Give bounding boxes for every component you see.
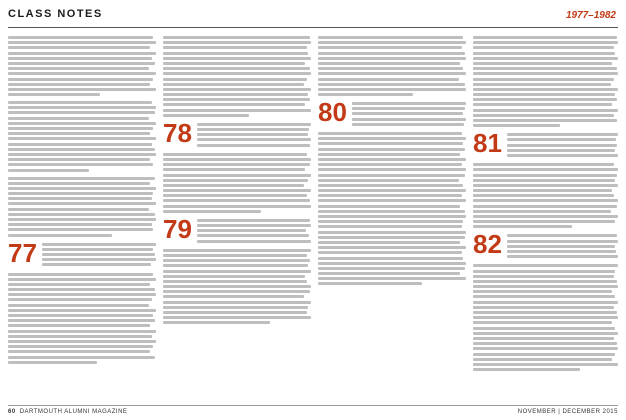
text-line-placeholder <box>318 62 460 65</box>
text-line-placeholder <box>318 72 466 75</box>
text-line-placeholder <box>318 184 463 187</box>
text-line-placeholder <box>163 103 305 106</box>
text-line-placeholder <box>8 57 152 60</box>
text-line-placeholder <box>473 184 618 187</box>
text-line-placeholder <box>318 246 466 249</box>
paragraph <box>352 101 466 128</box>
text-line-placeholder <box>352 107 465 110</box>
text-line-placeholder <box>473 109 618 112</box>
paragraph <box>197 122 311 149</box>
text-line-placeholder <box>473 124 560 127</box>
text-line-placeholder <box>197 144 310 147</box>
text-line-placeholder <box>473 353 615 356</box>
text-line-placeholder <box>163 280 307 283</box>
text-line-placeholder <box>8 335 152 338</box>
paragraph <box>8 273 156 364</box>
text-line-placeholder <box>163 189 311 192</box>
paragraph <box>473 163 618 228</box>
text-line-placeholder <box>473 311 617 314</box>
text-line-placeholder <box>473 83 611 86</box>
paragraph <box>197 218 311 245</box>
text-line-placeholder <box>473 270 615 273</box>
text-line-placeholder <box>8 283 150 286</box>
text-line-placeholder <box>352 102 466 105</box>
text-line-placeholder <box>473 321 612 324</box>
footer-publication <box>8 409 127 415</box>
text-line-placeholder <box>163 57 311 60</box>
text-line-placeholder <box>318 272 460 275</box>
text-line-placeholder <box>473 41 618 44</box>
text-line-placeholder <box>8 153 156 156</box>
text-line-placeholder <box>163 174 311 177</box>
text-line-placeholder <box>473 316 618 319</box>
class-numeral: 81 <box>473 128 502 159</box>
text-line-placeholder <box>318 231 466 234</box>
text-line-placeholder <box>163 306 308 309</box>
paragraph <box>473 36 618 127</box>
class-numeral: 79 <box>163 213 192 244</box>
text-line-placeholder <box>163 205 311 208</box>
text-line-placeholder <box>8 314 153 317</box>
text-line-placeholder <box>473 179 615 182</box>
text-line-placeholder <box>8 324 150 327</box>
text-line-placeholder <box>318 168 466 171</box>
text-line-placeholder <box>8 218 156 221</box>
text-line-placeholder <box>318 282 422 285</box>
text-line-placeholder <box>473 205 617 208</box>
text-line-placeholder <box>473 215 618 218</box>
text-line-placeholder <box>163 290 310 293</box>
text-line-placeholder <box>473 220 615 223</box>
text-line-placeholder <box>318 179 459 182</box>
text-line-placeholder <box>473 93 615 96</box>
text-line-placeholder <box>318 137 466 140</box>
text-line-placeholder <box>473 358 612 361</box>
text-line-placeholder <box>473 189 612 192</box>
text-line-placeholder <box>507 240 618 243</box>
text-line-placeholder <box>318 67 463 70</box>
text-line-placeholder <box>163 270 311 273</box>
page-number: 60 <box>8 409 16 415</box>
text-line-placeholder <box>318 88 466 91</box>
text-line-placeholder <box>507 133 618 136</box>
text-line-placeholder <box>473 363 618 366</box>
text-line-placeholder <box>473 342 617 345</box>
text-line-placeholder <box>197 123 311 126</box>
text-line-placeholder <box>163 109 311 112</box>
text-line-placeholder <box>8 278 156 281</box>
text-line-placeholder <box>352 112 463 115</box>
text-column-2 <box>163 36 311 400</box>
text-line-placeholder <box>197 240 311 243</box>
text-line-placeholder <box>8 122 156 125</box>
text-line-placeholder <box>473 347 618 350</box>
text-line-placeholder <box>163 153 307 156</box>
text-line-placeholder <box>8 361 97 364</box>
text-line-placeholder <box>163 88 311 91</box>
text-line-placeholder <box>318 36 463 39</box>
text-line-placeholder <box>163 199 310 202</box>
text-line-placeholder <box>163 264 308 267</box>
text-line-placeholder <box>473 225 572 228</box>
text-line-placeholder <box>163 52 308 55</box>
text-line-placeholder <box>473 78 614 81</box>
text-line-placeholder <box>163 62 305 65</box>
text-line-placeholder <box>163 83 304 86</box>
text-line-placeholder <box>473 264 618 267</box>
text-line-placeholder <box>8 304 149 307</box>
class-section <box>8 237 156 269</box>
issue-date: NOVEMBER | DECEMBER 2015 <box>517 409 618 415</box>
text-line-placeholder <box>473 199 618 202</box>
text-line-placeholder <box>163 316 311 319</box>
text-line-placeholder <box>473 67 617 70</box>
page-footer <box>8 405 618 418</box>
page-header <box>0 0 626 30</box>
text-line-placeholder <box>318 225 462 228</box>
text-line-placeholder <box>473 52 615 55</box>
text-line-placeholder <box>8 298 152 301</box>
text-line-placeholder <box>163 285 311 288</box>
text-line-placeholder <box>318 251 462 254</box>
text-line-placeholder <box>507 149 615 152</box>
text-column-3 <box>318 36 466 400</box>
text-line-placeholder <box>473 275 614 278</box>
text-column-1 <box>8 36 156 400</box>
text-line-placeholder <box>8 182 150 185</box>
class-section <box>473 229 618 260</box>
paragraph <box>507 132 618 159</box>
paragraph <box>163 36 311 117</box>
text-line-placeholder <box>8 340 156 343</box>
text-line-placeholder <box>507 138 616 141</box>
text-line-placeholder <box>473 337 614 340</box>
paragraph <box>8 36 156 96</box>
text-line-placeholder <box>507 144 617 147</box>
text-column-4 <box>473 36 618 400</box>
text-line-placeholder <box>8 208 149 211</box>
text-line-placeholder <box>318 267 465 270</box>
text-line-placeholder <box>163 210 261 213</box>
text-line-placeholder <box>8 223 152 226</box>
text-line-placeholder <box>8 293 156 296</box>
text-line-placeholder <box>163 78 307 81</box>
text-line-placeholder <box>318 189 466 192</box>
text-line-placeholder <box>8 93 100 96</box>
text-line-placeholder <box>318 220 463 223</box>
header-divider <box>8 27 618 28</box>
text-line-placeholder <box>473 306 614 309</box>
text-line-placeholder <box>318 46 462 49</box>
text-line-placeholder <box>8 350 150 353</box>
text-line-placeholder <box>473 36 617 39</box>
text-line-placeholder <box>8 309 156 312</box>
text-line-placeholder <box>8 83 150 86</box>
text-line-placeholder <box>197 138 311 141</box>
text-line-placeholder <box>163 301 311 304</box>
text-line-placeholder <box>318 205 460 208</box>
text-line-placeholder <box>473 103 612 106</box>
paragraph <box>473 264 618 371</box>
text-line-placeholder <box>197 229 306 232</box>
text-line-placeholder <box>473 119 617 122</box>
text-line-placeholder <box>163 321 270 324</box>
text-line-placeholder <box>8 148 155 151</box>
text-line-placeholder <box>197 219 310 222</box>
text-line-placeholder <box>163 295 304 298</box>
text-line-placeholder <box>507 245 615 248</box>
text-line-placeholder <box>318 194 462 197</box>
text-line-placeholder <box>318 277 466 280</box>
text-line-placeholder <box>163 46 307 49</box>
text-line-placeholder <box>163 36 310 39</box>
class-section <box>163 117 311 149</box>
text-line-placeholder <box>42 263 151 266</box>
text-line-placeholder <box>8 234 112 237</box>
paragraph <box>8 177 156 237</box>
text-line-placeholder <box>163 163 310 166</box>
text-line-placeholder <box>163 98 310 101</box>
text-line-placeholder <box>8 345 153 348</box>
text-line-placeholder <box>318 174 465 177</box>
text-line-placeholder <box>197 234 309 237</box>
text-line-placeholder <box>473 290 612 293</box>
text-line-placeholder <box>42 248 153 251</box>
text-line-placeholder <box>352 123 464 126</box>
text-line-placeholder <box>42 258 156 261</box>
class-numeral: 78 <box>163 117 192 148</box>
text-line-placeholder <box>8 72 156 75</box>
text-line-placeholder <box>473 72 618 75</box>
text-line-placeholder <box>42 253 155 256</box>
text-line-placeholder <box>163 311 307 314</box>
class-numeral: 77 <box>8 237 37 268</box>
class-numeral: 82 <box>473 229 502 260</box>
paragraph <box>42 242 156 269</box>
text-line-placeholder <box>163 158 311 161</box>
text-line-placeholder <box>163 249 311 252</box>
text-line-placeholder <box>318 210 465 213</box>
text-line-placeholder <box>318 148 465 151</box>
publication-name: DARTMOUTH ALUMNI MAGAZINE <box>19 409 128 415</box>
text-line-placeholder <box>473 62 612 65</box>
text-line-placeholder <box>8 202 156 205</box>
text-line-placeholder <box>8 177 155 180</box>
text-line-placeholder <box>318 132 462 135</box>
text-line-placeholder <box>318 199 466 202</box>
text-line-placeholder <box>318 236 465 239</box>
text-line-placeholder <box>318 83 465 86</box>
text-line-placeholder <box>318 142 463 145</box>
section-title: CLASS NOTES <box>8 8 103 20</box>
text-line-placeholder <box>8 111 155 114</box>
text-line-placeholder <box>163 254 307 257</box>
text-line-placeholder <box>473 332 618 335</box>
text-line-placeholder <box>8 127 153 130</box>
text-line-placeholder <box>197 128 309 131</box>
text-line-placeholder <box>8 288 155 291</box>
text-line-placeholder <box>318 52 465 55</box>
text-line-placeholder <box>8 192 153 195</box>
text-line-placeholder <box>163 93 308 96</box>
class-year-range: 1977–1982 <box>565 10 616 21</box>
text-line-placeholder <box>8 163 153 166</box>
text-line-placeholder <box>507 234 617 237</box>
text-line-placeholder <box>197 133 308 136</box>
text-line-placeholder <box>163 41 311 44</box>
text-line-placeholder <box>197 224 311 227</box>
text-line-placeholder <box>473 295 615 298</box>
text-line-placeholder <box>8 319 155 322</box>
class-section <box>318 97 466 128</box>
text-line-placeholder <box>8 273 153 276</box>
text-line-placeholder <box>318 153 460 156</box>
text-line-placeholder <box>8 101 152 104</box>
paragraph <box>163 153 311 213</box>
text-line-placeholder <box>473 174 617 177</box>
text-line-placeholder <box>8 213 155 216</box>
text-line-placeholder <box>8 36 153 39</box>
class-numeral: 80 <box>318 97 347 128</box>
text-line-placeholder <box>8 67 149 70</box>
text-line-placeholder <box>507 255 618 258</box>
text-line-placeholder <box>8 46 150 49</box>
text-line-placeholder <box>8 228 153 231</box>
text-line-placeholder <box>42 243 156 246</box>
class-section <box>473 128 618 159</box>
text-line-placeholder <box>163 275 305 278</box>
text-line-placeholder <box>8 187 156 190</box>
text-line-placeholder <box>318 257 463 260</box>
text-line-placeholder <box>473 163 614 166</box>
text-line-placeholder <box>318 241 460 244</box>
text-line-placeholder <box>8 41 156 44</box>
text-line-placeholder <box>473 57 618 60</box>
text-line-placeholder <box>163 179 308 182</box>
text-line-placeholder <box>318 41 466 44</box>
text-line-placeholder <box>163 168 305 171</box>
text-line-placeholder <box>473 327 615 330</box>
paragraph <box>318 132 466 285</box>
text-line-placeholder <box>318 215 466 218</box>
text-line-placeholder <box>473 88 618 91</box>
text-line-placeholder <box>8 78 153 81</box>
paragraph <box>507 233 618 260</box>
text-line-placeholder <box>473 280 617 283</box>
paragraph <box>8 101 156 171</box>
text-line-placeholder <box>8 132 150 135</box>
text-line-placeholder <box>8 197 152 200</box>
text-line-placeholder <box>318 158 466 161</box>
text-line-placeholder <box>163 194 307 197</box>
text-line-placeholder <box>507 250 616 253</box>
text-line-placeholder <box>8 137 156 140</box>
text-line-placeholder <box>318 262 466 265</box>
text-line-placeholder <box>318 57 466 60</box>
text-line-placeholder <box>8 88 156 91</box>
text-line-placeholder <box>473 210 611 213</box>
text-line-placeholder <box>507 154 618 157</box>
text-line-placeholder <box>473 46 614 49</box>
text-line-placeholder <box>163 72 311 75</box>
text-line-placeholder <box>163 67 310 70</box>
text-line-placeholder <box>8 330 156 333</box>
text-line-placeholder <box>8 117 149 120</box>
text-line-placeholder <box>8 169 89 172</box>
text-line-placeholder <box>8 62 155 65</box>
text-line-placeholder <box>163 184 304 187</box>
text-line-placeholder <box>473 301 618 304</box>
paragraph <box>163 249 311 325</box>
text-line-placeholder <box>163 114 249 117</box>
class-section <box>163 213 311 245</box>
text-line-placeholder <box>352 118 466 121</box>
text-line-placeholder <box>473 168 618 171</box>
text-line-placeholder <box>318 78 459 81</box>
text-line-placeholder <box>8 143 152 146</box>
text-line-placeholder <box>8 356 155 359</box>
text-line-placeholder <box>8 52 156 55</box>
text-line-placeholder <box>8 158 150 161</box>
paragraph <box>318 36 466 96</box>
text-line-placeholder <box>8 106 156 109</box>
text-line-placeholder <box>473 98 617 101</box>
text-line-placeholder <box>163 259 310 262</box>
text-line-placeholder <box>473 194 614 197</box>
text-line-placeholder <box>473 368 580 371</box>
text-line-placeholder <box>473 285 618 288</box>
text-line-placeholder <box>318 163 462 166</box>
text-line-placeholder <box>318 93 413 96</box>
text-line-placeholder <box>473 114 614 117</box>
